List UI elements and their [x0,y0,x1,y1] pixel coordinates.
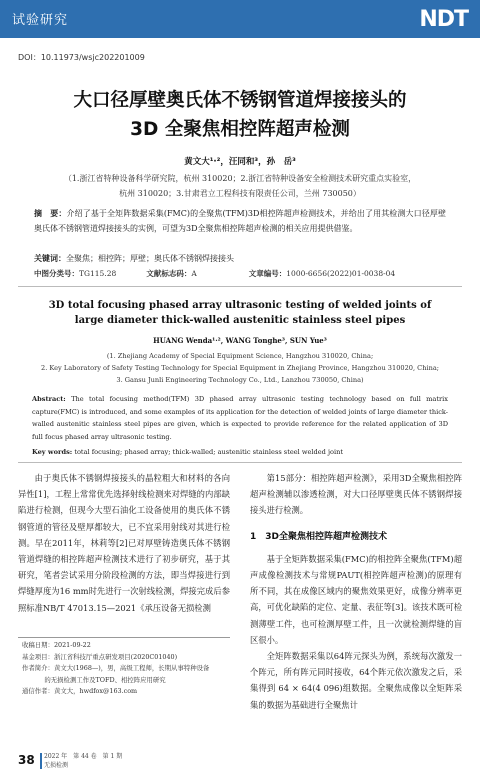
footnote-author-bio: 作者简介：黄文大(1968—)，男，高级工程师，长期从事特种设备 [22,664,210,672]
title-cn-line2: 3D 全聚焦相控阵超声检测 [130,119,350,140]
keywords-cn-label: 关键词： [34,254,66,263]
title-en-line2: large diameter thick-walled austenitic stainless steel pipes [74,315,406,326]
article-no-label: 文章编号： [248,269,287,278]
section-tag: 试验研究 [12,13,69,28]
header-band [0,0,480,38]
affiliation-cn [30,171,450,201]
clc-cell [34,268,144,279]
affiliation-en [16,350,464,386]
keywords-cn [34,253,446,264]
page-number: 38 [18,753,35,767]
title-cn-line1: 大口径厚壁奥氏体不锈钢管道焊接接头的 [73,90,407,111]
footnotes [22,640,230,698]
keywords-cn-text: 全聚焦；相控阵；厚壁；奥氏体不锈钢焊接接头 [66,254,234,263]
affiliation-en-line2: 2. Key Laboratory of Safety Testing Technology for Special Equipment in Zhejiang Province, Hangzhou 310020, China; [41,364,439,372]
classification-row [34,268,454,279]
affiliation-en-line1: (1. Zhejiang Academy of Special Equipment Science, Hangzhou 310020, China; [106,352,374,360]
authors-cn: 黄文大¹·²，汪同和³，孙 岳³ [184,157,296,167]
journal-logo: NDT [419,7,468,32]
section-heading: 1 3D全聚焦相控阵超声检测技术 [250,531,387,542]
clc-label: 中图分类号： [34,269,79,278]
body-column-right [250,470,462,713]
body-paragraph: 第15部分：相控阵超声检测》，采用3D全聚焦相控阵超声检测辅以渗透检测，对大口径厚壁奥氏体不锈钢焊接接头进行检测。 [250,473,462,516]
abstract-en-label: Abstract: [32,395,66,403]
keywords-en-text: total focusing; phased array; thick-walled; austenitic stainless steel welded joint [72,448,343,456]
title-en-line1: 3D total focusing phased array ultrasonic testing of welded joints of [48,300,432,311]
footnote-divider [18,637,230,638]
journal-info [44,752,122,770]
journal-bar [40,753,42,769]
body-paragraph: 全矩阵数据采集以64阵元探头为例，系统每次激发一个阵元，所有阵元同时接收，64个阵元依次激发之后，采集得到 64 × 64(4 096)组数据。全聚焦成像以全矩阵采集的数据为基础进行全聚焦计 [250,651,462,710]
affiliation-cn-line1: （1.浙江省特种设备科学研究院，杭州 310020；2.浙江省特种设备安全检测技术研究重点实验室， [63,174,417,183]
clc-value: TG115.28 [79,269,117,278]
footnote-contact[interactable]: 通信作者：黄文大，hwdfox@163.com [22,687,138,695]
article-no-cell [249,268,395,279]
body-column-left: 由于奥氏体不锈钢焊接接头的晶粒粗大和材料的各向异性[1]，工程上常常优先选择射线检测来对焊缝的内部缺陷进行检测，但现今大型石油化工设备使用的奥氏体不锈钢管道的管径及壁厚都较大，已不宜采用射线对其进行检测。早在2011年，林莉等[2]已对厚壁铸造奥氏体不锈钢管道焊缝的相控阵超声检测技术进行了初步研究，基于其研究，笔者尝试采用分阶段检测的方法，即当焊接进行到焊缝厚度为16 mm时先进行一次射线检测，焊接完成后参照标准NB/T 47013.15—2021《承压设备无损检测 [18,473,230,613]
footnote-author-bio-cont: 的无损检测工作及TOFD、相控阵应用研究 [44,675,166,684]
doc-code-label: 文献标志码： [146,269,192,278]
abstract-en [32,393,448,443]
paper-title-cn [0,86,480,144]
body-paragraph: 基于全矩阵数据采集(FMC)的相控阵全聚焦(TFM)超声成像检测技术与常规PAUT(相控阵超声检测)的原理有所不同，其在成像区域内的聚焦效果更好，成像分辨率更高，可优化缺陷的定位、定量、表征等[3]。该技术既可检测薄壁工件，也可检测厚壁工件，且一次就检测焊缝的盲区很小。 [250,553,462,645]
keywords-en-label: Key words: [32,448,73,456]
abstract-cn-label: 摘 要： [34,209,67,218]
affiliation-en-line3: 3. Gansu Junli Engineering Technology Co., Ltd., Lanzhou 730050, China) [116,376,364,384]
divider [18,286,462,287]
doi[interactable]: DOI：10.11973/wsjc202201009 [18,53,145,62]
paper-title-en [30,298,450,328]
doc-code-value: A [191,269,197,278]
journal-issue: 2022 年 第 44 卷 第 1 期 [44,753,123,760]
doc-code-cell [146,268,246,279]
abstract-cn [34,207,446,236]
footnote-received: 收稿日期：2021-09-22 [22,641,91,649]
journal-name: 无损检测 [44,762,69,769]
divider [18,462,462,463]
authors-en: HUANG Wenda¹·², WANG Tonghe³, SUN Yue³ [153,336,327,345]
article-no-value: 1000-6656(2022)01-0038-04 [286,269,396,278]
abstract-en-text: The total focusing method(TFM) 3D phased array ultrasonic testing technology based on full matrix capture(FMC) is introduced, and some examples of its application for the detection of welded joints of large diameter thick-walled austenitic stainless steel pipes are given, which is expected to provide reference for the related application of 3D full focus phased array ultrasonic testing. [32,395,448,441]
keywords-en [32,448,448,456]
footnote-fund: 基金项目：浙江省科技厅重点研发项目(2020C01040) [22,652,178,661]
affiliation-cn-line2: 杭州 310020；3.甘肃君立工程科技有限责任公司，兰州 730050） [119,189,361,198]
abstract-cn-text: 介绍了基于全矩阵数据采集(FMC)的全聚焦(TFM)3D相控阵超声检测技术，并给出了用其检测大口径厚壁奥氏体不锈钢管道焊接接头的实例，可望为3D全聚焦相控阵超声检测的相关应用提供借鉴。 [34,209,446,233]
